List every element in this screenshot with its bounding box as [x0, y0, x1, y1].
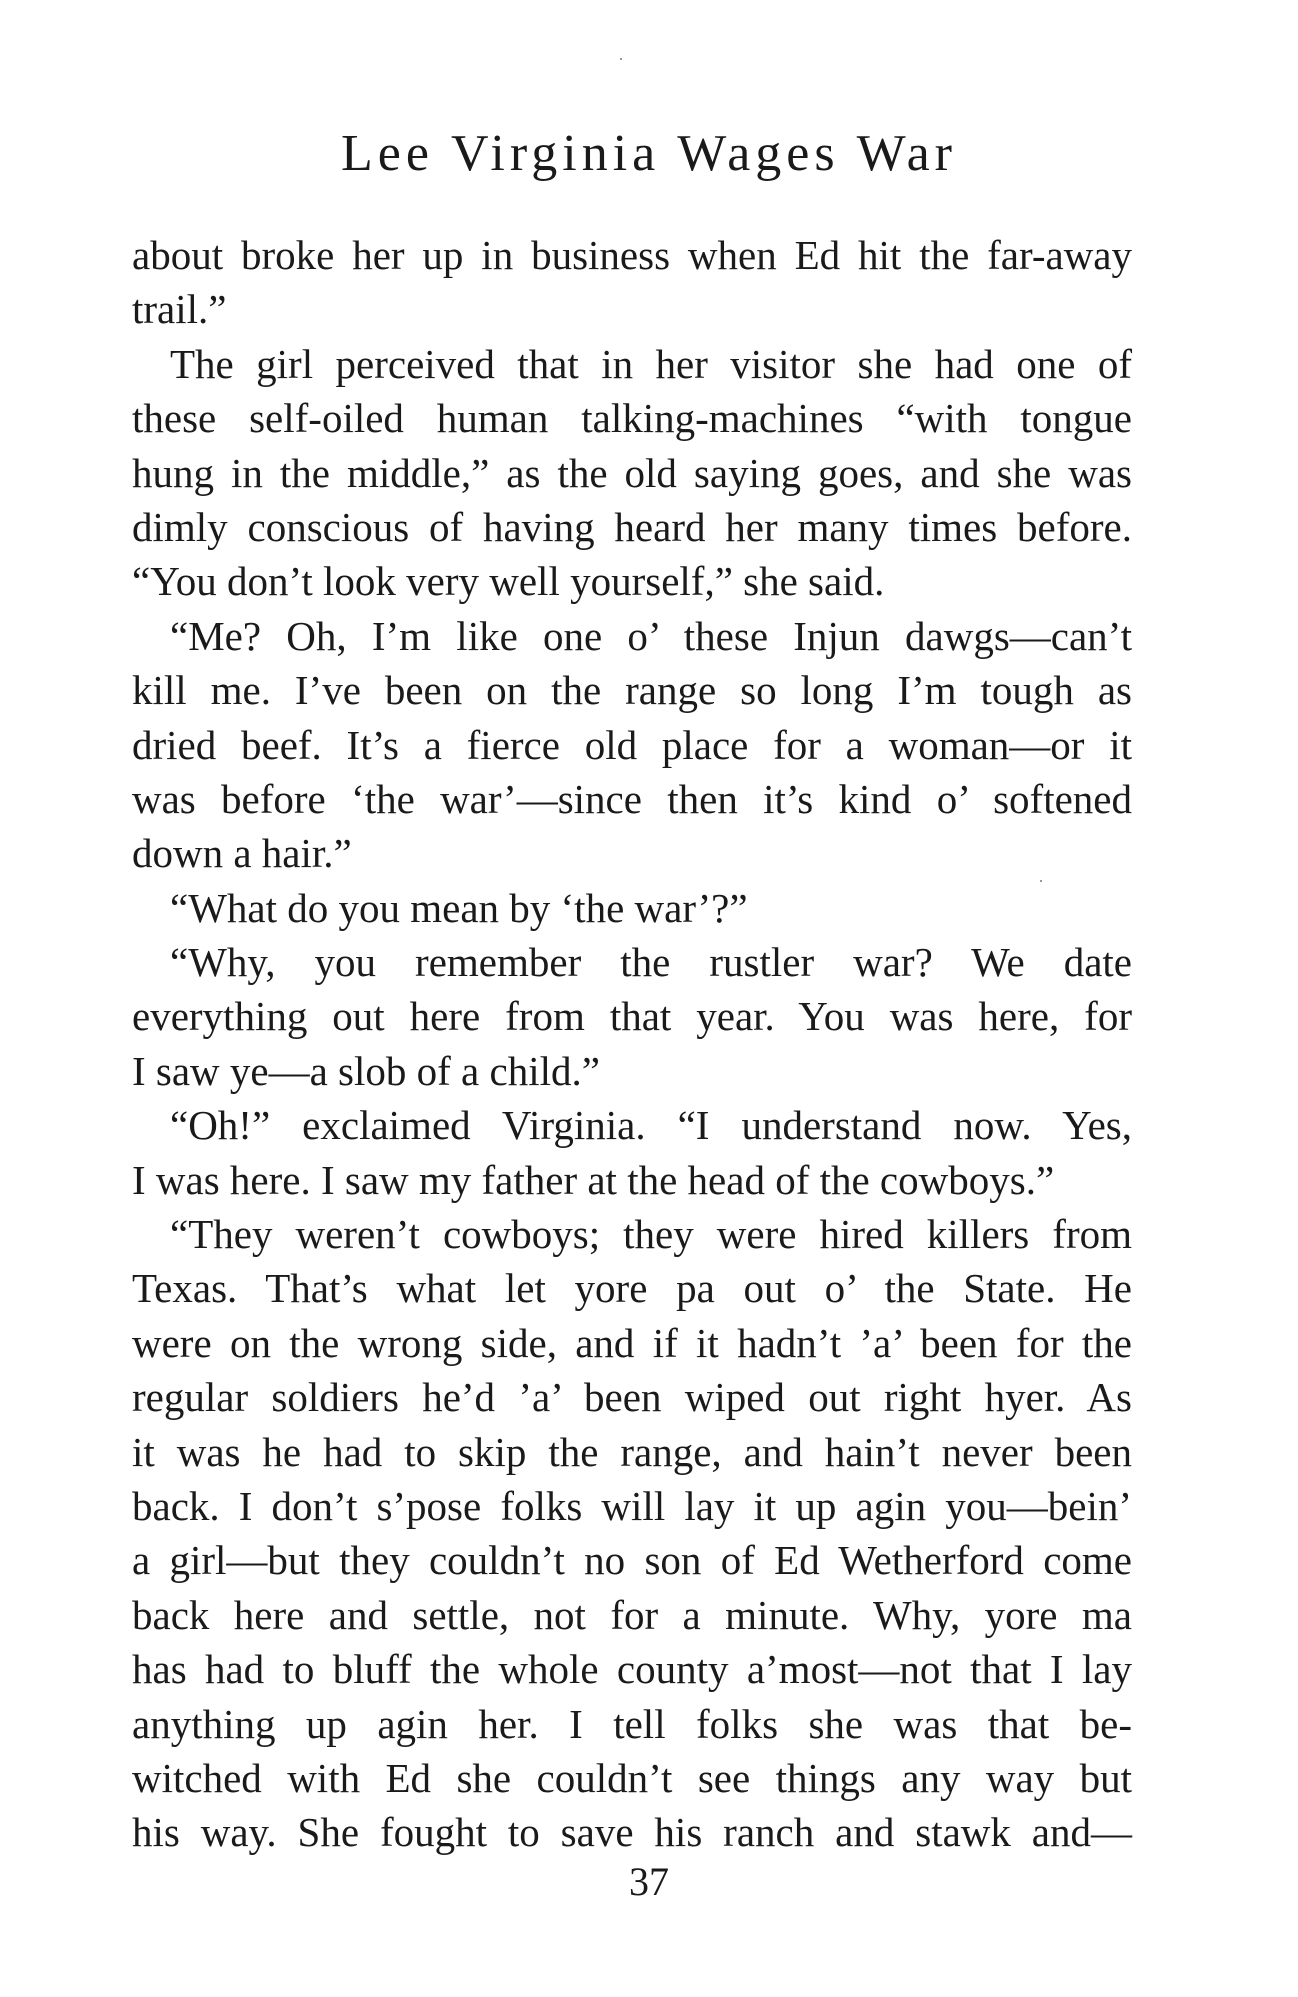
text-line: his way. She fought to save his ranch and stawk and—	[132, 1809, 1132, 1856]
page-number: 37	[629, 1859, 669, 1904]
text-line: I was here. I saw my father at the head of the cowboys.”	[132, 1156, 1055, 1203]
text-line: down a hair.”	[132, 830, 352, 877]
text-line: “Me? Oh, I’m like one o’ these Injun dawgs—can’t	[170, 612, 1132, 659]
text-line: “Why, you remember the rustler war? We date	[170, 939, 1132, 986]
text-line: these self-oiled human talking-machines “with tongue	[132, 395, 1132, 442]
text-line: “They weren’t cowboys; they were hired killers from	[170, 1211, 1132, 1258]
paragraph-4	[132, 881, 1132, 935]
running-head-title: Lee Virginia Wages War	[341, 125, 957, 182]
paragraph-3	[132, 609, 1132, 881]
paragraph-6	[132, 1098, 1132, 1207]
text-line: Texas. That’s what let yore pa out o’ the State. He	[132, 1265, 1132, 1312]
text-line: dried beef. It’s a fierce old place for a woman—or it	[132, 721, 1132, 768]
print-speck	[1040, 880, 1042, 882]
text-line: trail.”	[132, 286, 227, 333]
text-line: kill me. I’ve been on the range so long I’m tough as	[132, 667, 1132, 714]
text-line: hung in the middle,” as the old saying goes, and she was	[132, 449, 1132, 496]
text-line: everything out here from that year. You was here, for	[132, 993, 1132, 1040]
text-line: I saw ye—a slob of a child.”	[132, 1047, 600, 1094]
text-line: “What do you mean by ‘the war’?”	[170, 884, 748, 931]
text-line: has had to bluff the whole county a’most—not that I lay	[132, 1646, 1132, 1693]
text-line: regular soldiers he’d ’a’ been wiped out right hyer. As	[132, 1374, 1132, 1421]
text-line: was before ‘the war’—since then it’s kind o’ softened	[132, 775, 1132, 822]
body-text	[132, 228, 1132, 1860]
paragraph-5	[132, 935, 1132, 1098]
paragraph-2	[132, 337, 1132, 609]
paragraph-7	[132, 1207, 1132, 1860]
print-speck	[620, 58, 622, 60]
text-line: witched with Ed she couldn’t see things any way but	[132, 1754, 1132, 1801]
text-line: The girl perceived that in her visitor she had one of	[170, 340, 1132, 387]
text-line: back. I don’t s’pose folks will lay it up agin you—bein’	[132, 1482, 1132, 1529]
text-line: were on the wrong side, and if it hadn’t ’a’ been for the	[132, 1319, 1132, 1366]
text-line: dimly conscious of having heard her many times before.	[132, 503, 1132, 550]
text-line: “You don’t look very well yourself,” she said.	[132, 558, 885, 605]
text-line: back here and settle, not for a minute. Why, yore ma	[132, 1591, 1132, 1638]
text-line: a girl—but they couldn’t no son of Ed Wetherford come	[132, 1537, 1132, 1584]
text-line: it was he had to skip the range, and hain’t never been	[132, 1428, 1132, 1475]
text-line: about broke her up in business when Ed hit the far-away	[132, 232, 1132, 278]
text-line: “Oh!” exclaimed Virginia. “I understand now. Yes,	[170, 1102, 1132, 1149]
text-line: anything up agin her. I tell folks she was that be-	[132, 1700, 1132, 1747]
paragraph-1	[132, 228, 1132, 337]
